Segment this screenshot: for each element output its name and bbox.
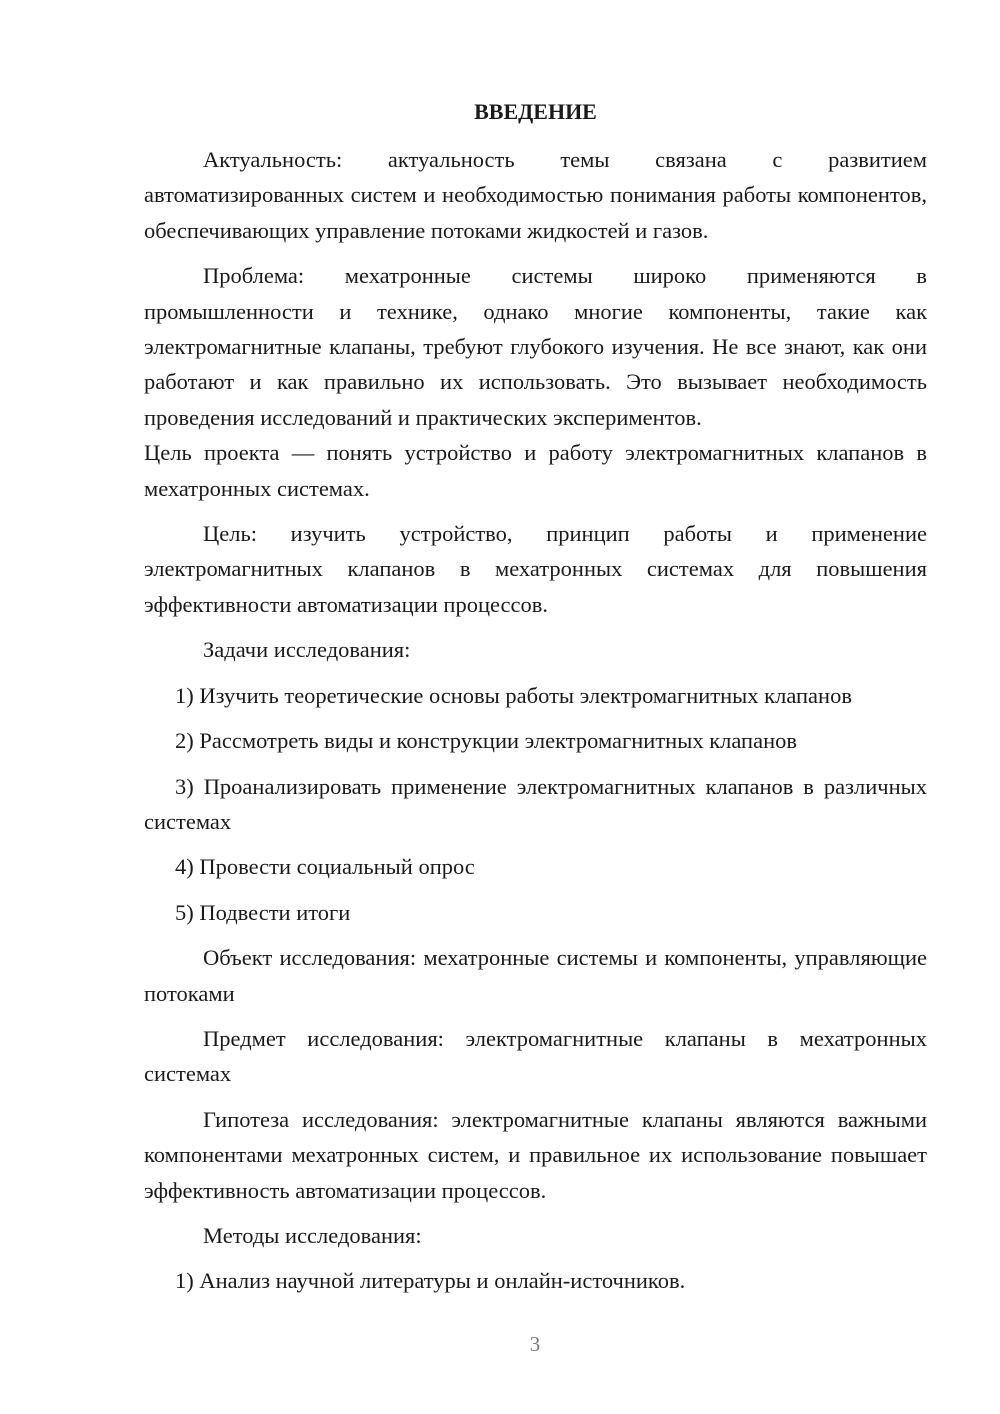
methods-heading: Методы исследования: bbox=[203, 1222, 422, 1248]
task-item: 5) Подвести итоги bbox=[175, 899, 351, 925]
problem-paragraph: Проблема: мехатронные системы широко применяются в промышленности и технике, однако многие компоненты, такие как электромагнитные клапаны, требуют глубокого изучения. Не все знают, как они работают и как правильно их использовать. Это вызывает необходимость проведения исследований и практических экспериментов. bbox=[144, 263, 927, 430]
method-item: 1) Анализ научной литературы и онлайн-источников. bbox=[175, 1268, 686, 1294]
page-number: 3 bbox=[529, 1332, 541, 1356]
relevance-paragraph: Актуальность: актуальность темы связана с развитием автоматизированных систем и необходимостью понимания работы компонентов, обеспечивающих управление потоками жидкостей и газов. bbox=[144, 147, 927, 243]
object-paragraph: Объект исследования: мехатронные системы и компоненты, управляющие потоками bbox=[144, 945, 927, 1006]
hypothesis-paragraph: Гипотеза исследования: электромагнитные клапаны являются важными компонентами мехатронных систем, и правильное их использование повышает эффективность автоматизации процессов. bbox=[144, 1106, 927, 1203]
task-item: 1) Изучить теоретические основы работы электромагнитных клапанов bbox=[175, 682, 852, 708]
task-item: 4) Провести социальный опрос bbox=[175, 854, 475, 880]
subject-paragraph: Предмет исследования: электромагнитные клапаны в мехатронных системах bbox=[144, 1025, 927, 1087]
task-item: 3) Проанализировать применение электромагнитных клапанов в различных системах bbox=[144, 773, 927, 834]
goal-paragraph: Цель: изучить устройство, принцип работы и применение электромагнитных клапанов в мехатронных системах для повышения эффективности автоматизации процессов. bbox=[144, 521, 927, 617]
page-content bbox=[144, 94, 927, 1309]
project-goal-paragraph: Цель проекта — понять устройство и работу электромагнитных клапанов в мехатронных системах. bbox=[144, 440, 927, 501]
page-title: ВВЕДЕНИЕ bbox=[474, 99, 597, 124]
tasks-heading: Задачи исследования: bbox=[203, 637, 411, 663]
task-item: 2) Рассмотреть виды и конструкции электромагнитных клапанов bbox=[175, 728, 797, 754]
